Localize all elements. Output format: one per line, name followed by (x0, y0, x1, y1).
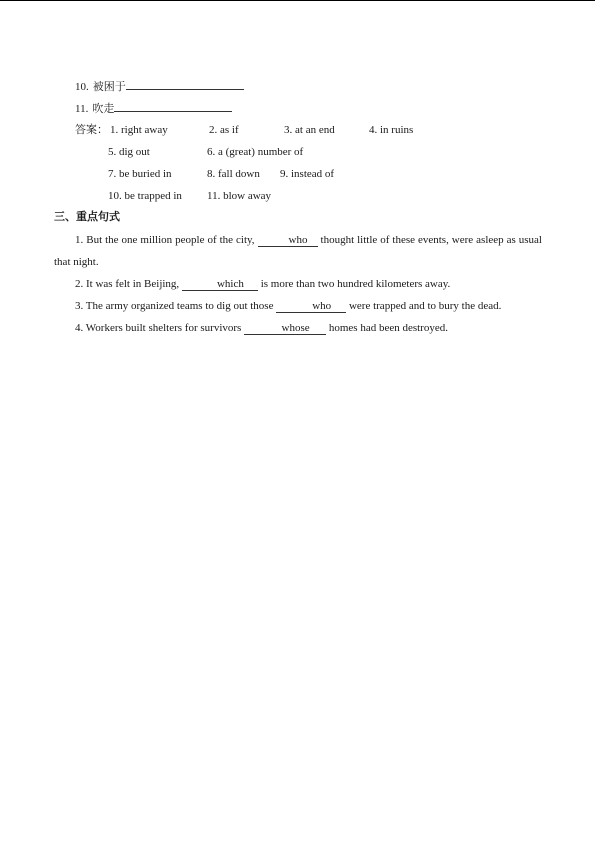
sentence-1 (54, 229, 542, 273)
sentence-text: 4. Workers built shelters for survivors (75, 322, 242, 334)
sentence-blank[interactable]: who (258, 234, 318, 247)
sentence-blank[interactable]: whose (244, 322, 326, 335)
answer-blank[interactable] (126, 79, 244, 90)
vocab-prompt: 被困于 (92, 81, 126, 93)
sentence-4 (54, 317, 542, 339)
vocab-number: 11. (75, 103, 89, 115)
answer-item: 5. dig out (108, 146, 150, 158)
sentence-text: 3. The army organized teams to dig out those (75, 300, 274, 312)
answer-item: 3. at an end (284, 124, 335, 136)
answer-item: 6. a (great) number of (207, 146, 304, 158)
answer-item: 1. right away (110, 124, 168, 136)
sentence-text: 2. It was felt in Beijing, (75, 278, 180, 290)
sentence-text: homes had been destroyed. (328, 322, 448, 334)
sentence-text: 1. But the one million people of the city, (75, 234, 255, 246)
vocab-item-11 (75, 101, 232, 116)
answer-item: 10. be trapped in (108, 190, 182, 202)
sentence-3 (54, 295, 542, 317)
sentence-2 (54, 273, 542, 295)
answers-row-1 (75, 123, 168, 137)
answers-label: 答案： (75, 124, 108, 136)
vocab-number: 10. (75, 81, 89, 93)
sentence-text: thought little of these events, were asleep as usual that night. (54, 234, 542, 268)
vocab-item-10 (75, 79, 244, 94)
page-top-rule (0, 0, 595, 1)
answer-item: 9. instead of (280, 168, 335, 180)
answer-item: 8. fall down (207, 168, 260, 180)
sentence-text: is more than two hundred kilometers away. (260, 278, 451, 290)
sentence-text: were trapped and to bury the dead. (348, 300, 502, 312)
answer-item: 4. in ruins (369, 124, 414, 136)
answer-item: 7. be buried in (108, 168, 172, 180)
sentence-blank[interactable]: which (182, 278, 258, 291)
answer-item: 11. blow away (207, 190, 272, 202)
answer-item: 2. as if (209, 124, 239, 136)
section-heading: 三、重点句式 (54, 210, 120, 223)
vocab-prompt: 吹走 (92, 103, 115, 115)
sentence-blank[interactable]: who (276, 300, 346, 313)
answer-blank[interactable] (114, 101, 232, 112)
